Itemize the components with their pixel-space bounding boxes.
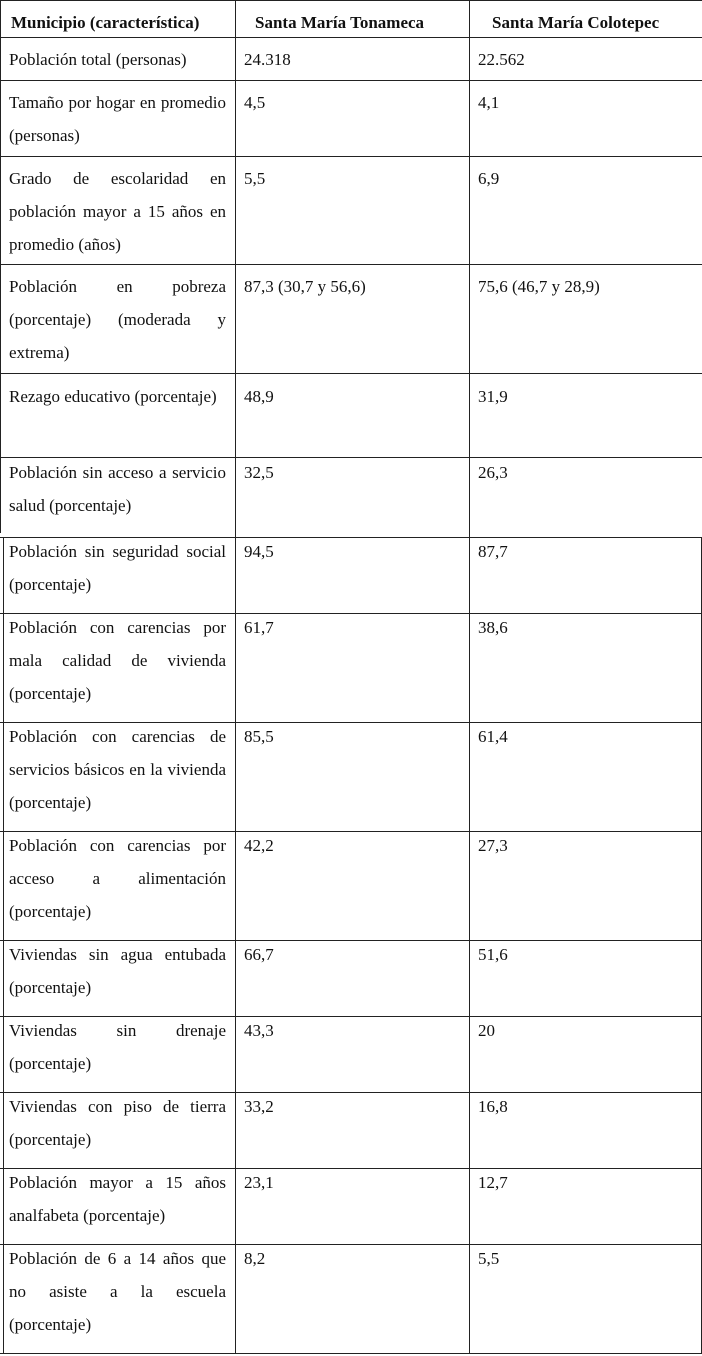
table-rule <box>469 0 470 1354</box>
row-label: Población con carencias por mala calidad de vivienda (porcentaje) <box>9 618 226 703</box>
tonameca-value: 94,5 <box>244 542 274 561</box>
colotepec-value: 27,3 <box>478 836 508 855</box>
colotepec-value: 16,8 <box>478 1097 508 1116</box>
table-rule <box>0 613 702 614</box>
row-label: Población mayor a 15 años analfabeta (porcentaje) <box>9 1173 226 1225</box>
table-rule <box>0 264 702 265</box>
tonameca-value: 32,5 <box>244 463 274 482</box>
header-colotepec: Santa María Colotepec <box>492 13 660 32</box>
row-label: Población sin acceso a servicio salud (porcentaje) <box>9 463 226 515</box>
header-tonameca: Santa María Tonameca <box>255 13 425 32</box>
row-label: Población en pobreza (porcentaje) (moderada y extrema) <box>9 277 226 362</box>
row-label: Grado de escolaridad en población mayor a 15 años en promedio (años) <box>9 169 226 254</box>
colotepec-value: 26,3 <box>478 463 508 482</box>
colotepec-value: 20 <box>478 1021 495 1040</box>
colotepec-value: 5,5 <box>478 1249 500 1268</box>
colotepec-value: 4,1 <box>478 93 500 112</box>
colotepec-value: 61,4 <box>478 727 508 746</box>
tonameca-value: 85,5 <box>244 727 274 746</box>
tonameca-value: 66,7 <box>244 945 274 964</box>
tonameca-value: 42,2 <box>244 836 274 855</box>
tonameca-value: 23,1 <box>244 1173 274 1192</box>
tonameca-value: 8,2 <box>244 1249 266 1268</box>
colotepec-value: 75,6 (46,7 y 28,9) <box>478 277 600 296</box>
colotepec-value: 51,6 <box>478 945 508 964</box>
tonameca-value: 87,3 (30,7 y 56,6) <box>244 277 366 296</box>
table-rule <box>0 1016 702 1017</box>
table-rule <box>0 0 1 533</box>
table-rule <box>0 156 702 157</box>
table-rule <box>0 373 702 374</box>
table-rule <box>0 940 702 941</box>
colotepec-value: 87,7 <box>478 542 508 561</box>
table-rule <box>0 831 702 832</box>
table-rule <box>0 80 702 81</box>
row-label: Rezago educativo (porcentaje) <box>9 387 217 406</box>
colotepec-value: 38,6 <box>478 618 508 637</box>
row-label: Población total (personas) <box>9 50 187 69</box>
table-rule <box>235 0 236 1354</box>
table-rule <box>0 537 702 538</box>
table-rule <box>0 457 702 458</box>
tonameca-value: 33,2 <box>244 1097 274 1116</box>
row-label: Población sin seguridad social (porcentaje) <box>9 542 226 594</box>
tonameca-value: 43,3 <box>244 1021 274 1040</box>
table-rule <box>0 1168 702 1169</box>
colotepec-value: 6,9 <box>478 169 500 188</box>
header-municipio: Municipio (característica) <box>11 13 200 32</box>
table-rule <box>0 1092 702 1093</box>
tonameca-value: 24.318 <box>244 50 291 69</box>
colotepec-value: 31,9 <box>478 387 508 406</box>
table-rule <box>0 722 702 723</box>
row-label: Tamaño por hogar en promedio (personas) <box>9 93 226 145</box>
row-label: Población con carencias de servicios básicos en la vivienda (porcentaje) <box>9 727 226 812</box>
tonameca-value: 61,7 <box>244 618 274 637</box>
row-label: Viviendas sin drenaje (porcentaje) <box>9 1021 226 1073</box>
colotepec-value: 12,7 <box>478 1173 508 1192</box>
tonameca-value: 48,9 <box>244 387 274 406</box>
table-rule <box>0 1244 702 1245</box>
table-rule <box>0 1353 702 1354</box>
row-label: Población con carencias por acceso a alimentación (porcentaje) <box>9 836 226 921</box>
table-rule <box>0 37 702 38</box>
tonameca-value: 4,5 <box>244 93 266 112</box>
row-label: Viviendas sin agua entubada (porcentaje) <box>9 945 226 997</box>
table-rule <box>3 537 4 1354</box>
table-rule <box>0 0 702 1</box>
row-label: Viviendas con piso de tierra (porcentaje) <box>9 1097 226 1149</box>
row-label: Población de 6 a 14 años que no asiste a la escuela (porcentaje) <box>9 1249 226 1334</box>
colotepec-value: 22.562 <box>478 50 525 69</box>
tonameca-value: 5,5 <box>244 169 266 188</box>
